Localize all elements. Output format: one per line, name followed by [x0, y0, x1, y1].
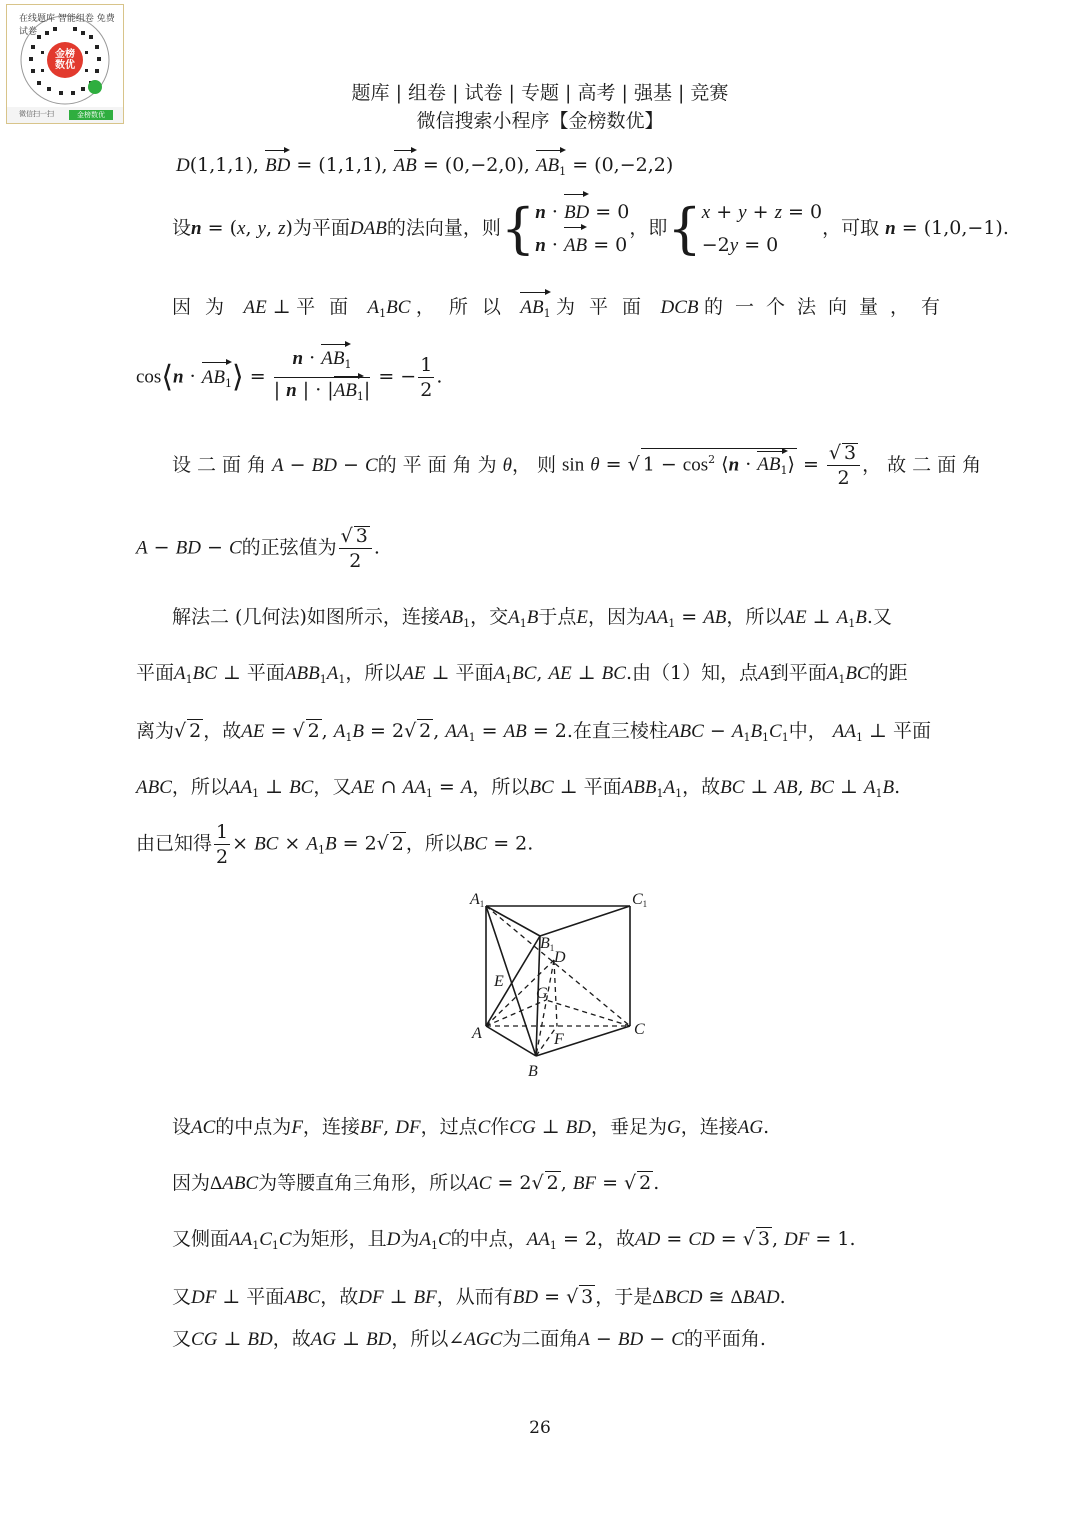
- step-line4: 又DF ⊥ 平面ABC，故DF ⊥ BF，从而有BD = √ 3 ，于是ΔBCD ≅ ΔBAD.: [172, 1286, 786, 1308]
- text-p2a: 解法二 (几何法)如图所示，连接: [172, 606, 440, 628]
- text-yigefa: 的一个法向量，有: [703, 296, 952, 318]
- text-s1e: 作: [490, 1116, 510, 1138]
- text-p2e: ，所以: [726, 606, 784, 628]
- text-weipm: 为平面: [556, 296, 656, 318]
- text-depmj: 的平面角为: [377, 454, 503, 476]
- text-zhengxian: 的正弦值为: [241, 536, 337, 559]
- method2-line1: 解法二 (几何法)如图所示，连接$AB_1$，交$A_1B$于点E，因为$AA_1$ = AB，所以AE ⊥ $A_1B$.又: [172, 606, 892, 630]
- label-a1: A1: [470, 891, 485, 909]
- text-suoyi: ，所以: [415, 296, 515, 318]
- sine-value-line: A − BD − C的正弦值为 $\frac{√ 3}{2}$ .: [136, 525, 380, 572]
- edge-b1c1: [540, 906, 630, 936]
- text-ze: ，则: [512, 454, 563, 476]
- text-ji: ，即: [629, 217, 668, 239]
- text-p6b: ，所以: [405, 832, 463, 855]
- text-s3d: 的中点，: [450, 1228, 527, 1250]
- label-b1: B1: [540, 935, 555, 953]
- sin-line: 设二面角 A − BD − C 的平面角为 θ ，则 sin θ = √ $1 - \cos^2$ ⟨n · $AB_1⟩$ = $\frac{√ 3}{2}$ ，故二面角: [172, 441, 988, 489]
- text-s5e: 的平面角.: [683, 1328, 766, 1350]
- edge-ab: [486, 1026, 536, 1056]
- label-d: D: [554, 949, 566, 966]
- text-p2d: ，因为: [587, 606, 645, 628]
- text-s1g: ，连接: [680, 1116, 738, 1138]
- logo-bottom-left: 微信扫一扫: [19, 110, 54, 118]
- text-p3d: 平面: [455, 662, 494, 684]
- line-a1c: [486, 906, 630, 1026]
- header-miniprogram: 微信搜索小程序【金榜数优】: [416, 110, 664, 132]
- step-line1: 设AC的中点为F，连接BF, DF，过点C作CG ⊥ BD，垂足为G，连接AG.: [172, 1116, 770, 1138]
- text-p4d: 中，: [788, 720, 827, 742]
- logo-top-text: 在线题库 智能组卷 免费试卷: [19, 14, 115, 37]
- text-p2b: ，交: [470, 606, 509, 628]
- method2-line4: ABC，所以$AA_1$ ⊥ BC，又AE ∩ $AA_1 = A$，所以BC ⊥ 平面$ABB_1A_1$，故BC ⊥ AB, BC ⊥ $A_1B$.: [136, 776, 901, 800]
- edge-bc: [536, 1026, 630, 1056]
- label-b: B: [528, 1063, 538, 1080]
- text-guermj: ，故二面角: [862, 454, 988, 476]
- text-s5c: ，所以: [391, 1328, 449, 1350]
- text-s1b: 的中点为: [215, 1116, 292, 1138]
- text-p3c: ，所以: [345, 662, 403, 684]
- header-links: 题库 | 组卷 | 试卷 | 专题 | 高考 | 强基 | 竞赛: [351, 82, 729, 104]
- text-s4c: ，故: [320, 1286, 359, 1308]
- logo-badge-text: [51, 49, 79, 71]
- text-s1a: 设: [172, 1116, 192, 1138]
- text-p5b: ，又: [313, 776, 352, 798]
- text-p6a: 由已知得: [136, 832, 213, 855]
- text-ermian: 设二面角: [172, 454, 273, 476]
- text-s2b: 为等腰直角三角形，所以: [258, 1172, 468, 1194]
- step-line5: 又CG ⊥ BD，故AG ⊥ BD，所以∠AGC为二面角A − BD − C的平面角.: [172, 1328, 766, 1350]
- label-c: C: [634, 1021, 645, 1038]
- text-yinwei: 因为: [172, 296, 239, 318]
- method2-line5: 由已知得 $\frac{1}{2}$ × BC × $A_1B = 2√$ 2 ，所以BC = 2.: [136, 821, 534, 868]
- text-s1d: ，过点: [420, 1116, 478, 1138]
- text-p3e: .由（1）知，点: [625, 662, 759, 684]
- line-df: [554, 960, 557, 1026]
- text-p3f: 到平面: [769, 662, 827, 684]
- normal-vector-line: 设n = (x, y, z)为平面DAB的法向量，则{ n · BD = 0 n · AB = 0 ，即{ x + y + z = 0 −2y = 0 ，可取 n = (1,0,−1).: [172, 197, 1009, 260]
- text-keqv: ，可取: [822, 217, 880, 239]
- text-pingmian: 平面: [296, 296, 363, 318]
- text-p3a: 平面: [136, 662, 175, 684]
- text-p2f: .又: [866, 606, 892, 628]
- text-p5e: ，故: [682, 776, 721, 798]
- text-p3g: 的距: [869, 662, 908, 684]
- label-e: E: [494, 973, 504, 990]
- text-p2c: 于点: [538, 606, 577, 628]
- cos-line: cos⟨n · $AB_1⟩$ = $\frac{n \cdot AB_1}{| n | \cdot |AB_1|}$ = − $\frac{1}{2}$ .: [136, 346, 442, 410]
- text-s5d: 为二面角: [502, 1328, 579, 1350]
- text-she: 设: [172, 217, 192, 239]
- text-p5a: ，所以: [171, 776, 229, 798]
- page-number: 26: [529, 1418, 551, 1438]
- text-p4a: 离为: [136, 720, 175, 742]
- step-line3: 又侧面$AA_1C_1C$为矩形，且D为$A_1C$的中点，$AA_1 = 2$，故AD = CD = √ 3 , DF = 1.: [172, 1228, 856, 1252]
- text-p3b: 平面: [246, 662, 285, 684]
- text-s1f: ，垂足为: [590, 1116, 667, 1138]
- text-s4b: 平面: [246, 1286, 285, 1308]
- text-p5c: ，所以: [472, 776, 530, 798]
- text-s4d: ，从而有: [436, 1286, 513, 1308]
- text-fa: 的法向量，则: [386, 217, 501, 239]
- method2-line3: 离为√ 2 ，故AE = √ 2 , $A_1B = 2√$ 2 , $AA_1$ = AB = 2.在直三棱柱ABC − $A_1B_1C_1$中， $AA_1$ ⊥ 平面: [136, 720, 931, 744]
- method2-line2: 平面$A_1BC$ ⊥ 平面$ABB_1A_1$，所以AE ⊥ 平面$A_1BC$, AE ⊥ BC.由（1）知，点A到平面$A_1BC$的距: [136, 662, 908, 686]
- text-s2a: 因为: [172, 1172, 211, 1194]
- label-a: A: [472, 1025, 482, 1042]
- text-p5d: 平面: [583, 776, 622, 798]
- qr-code-logo: [6, 4, 124, 124]
- text-s1c: ，连接: [302, 1116, 360, 1138]
- text-s4e: ，于是: [595, 1286, 653, 1308]
- text-s4a: 又: [172, 1286, 192, 1308]
- text-p4b: ，故: [203, 720, 242, 742]
- text-p4e: 平面: [892, 720, 931, 742]
- logo-badge-line1: 金榜: [55, 49, 75, 60]
- text-s5b: ，故: [272, 1328, 311, 1350]
- prism-figure: [460, 884, 660, 1084]
- perp-line: 因为 AE ⊥ 平面 $A_1BC$ ，所以 $AB_1$ 为平面 DCB 的一个法向量，有: [172, 294, 952, 327]
- text-weiping: 为平面: [292, 217, 350, 239]
- label-c1: C1: [632, 891, 648, 909]
- text-s5a: 又: [172, 1328, 192, 1350]
- text-s3a: 又侧面: [172, 1228, 230, 1250]
- text-s3c: 为: [400, 1228, 420, 1250]
- text-s3e: ，故: [597, 1228, 636, 1250]
- coordinates-line: D(1,1,1), BD = (1,1,1), AB = (0,−2,0), $AB_1 = (0,-2,2)$: [176, 152, 673, 185]
- label-f: F: [554, 1031, 564, 1048]
- step-line2: 因为ΔABC为等腰直角三角形，所以AC = 2√ 2 , BF = √ 2 .: [172, 1172, 660, 1194]
- logo-badge-line2: 数优: [55, 60, 75, 71]
- logo-bottom-right: 金榜数优: [77, 111, 105, 119]
- label-g: G: [536, 985, 548, 1002]
- text-s3b: 为矩形，且: [291, 1228, 387, 1250]
- text-p4c: .在直三棱柱: [566, 720, 668, 742]
- line-cg: [546, 1000, 630, 1026]
